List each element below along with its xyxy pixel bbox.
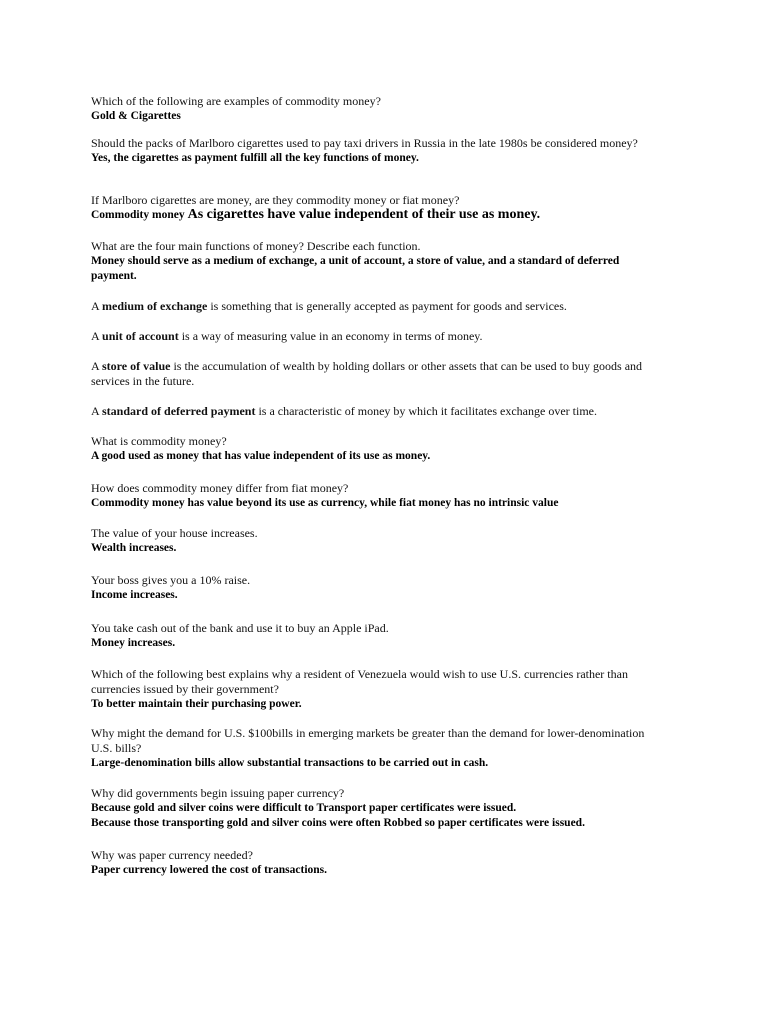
definition-store-of-value-line2: services in the future.: [91, 374, 195, 388]
question-100-bills-line1: Why might the demand for U.S. $100bills in emerging markets be greater than the demand for lower-denomination: [91, 726, 645, 740]
question-paper-currency-needed: Why was paper currency needed?: [91, 848, 253, 862]
question-venezuela-line1: Which of the following best explains why a resident of Venezuela would wish to use U.S. currencies rather than: [91, 667, 628, 681]
answer-100-bills: Large-denomination bills allow substantial transactions to be carried out in cash.: [91, 757, 489, 769]
definition-standard-of-deferred-payment: [91, 404, 597, 418]
question-raise: Your boss gives you a 10% raise.: [91, 573, 251, 587]
answer-house-value: Wealth increases.: [91, 542, 177, 554]
question-cash-ipad: You take cash out of the bank and use it to buy an Apple iPad.: [91, 621, 389, 635]
answer-paper-currency-needed: Paper currency lowered the cost of transactions.: [91, 864, 328, 876]
question-what-is-commodity-money: What is commodity money?: [91, 434, 227, 448]
definition-text: is a characteristic of money by which it facilitates exchange over time.: [255, 404, 597, 418]
answer-marlboro-money: Yes, the cigarettes as payment fulfill all the key functions of money.: [91, 152, 419, 164]
definition-prefix: A: [91, 359, 103, 373]
answer-raise: Income increases.: [91, 589, 178, 601]
answer-paper-currency-line2: Because those transporting gold and silver coins were often Robbed so paper certificates were issued.: [91, 817, 585, 829]
definition-text: is a way of measuring value in an economy in terms of money.: [178, 329, 483, 343]
question-commodity-vs-fiat: How does commodity money differ from fiat money?: [91, 481, 349, 495]
question-commodity-or-fiat: If Marlboro cigarettes are money, are they commodity money or fiat money?: [91, 193, 460, 207]
definition-term: store of value: [102, 359, 171, 373]
answer-term: Commodity money: [91, 209, 185, 221]
answer-paper-currency-line1: Because gold and silver coins were difficult to Transport paper certificates were issued.: [91, 802, 517, 814]
question-commodity-examples: Which of the following are examples of commodity money?: [91, 94, 381, 108]
definition-unit-of-account: [91, 329, 483, 343]
definition-term: standard of deferred payment: [102, 404, 256, 418]
definition-text: is the accumulation of wealth by holding dollars or other assets that can be used to buy goods and: [170, 359, 643, 373]
question-marlboro-money: Should the packs of Marlboro cigarettes used to pay taxi drivers in Russia in the late 1980s be considered money?: [91, 136, 638, 150]
answer-commodity-or-fiat: [91, 207, 540, 222]
answer-commodity-examples: Gold & Cigarettes: [91, 110, 181, 122]
definition-prefix: A: [91, 404, 103, 418]
answer-venezuela: To better maintain their purchasing power.: [91, 698, 302, 710]
definition-store-of-value: [91, 359, 642, 373]
question-four-functions: What are the four main functions of money? Describe each function.: [91, 239, 421, 253]
question-paper-currency-issuing: Why did governments begin issuing paper currency?: [91, 786, 345, 800]
question-venezuela-line2: currencies issued by their government?: [91, 682, 279, 696]
answer-four-functions-line1: Money should serve as a medium of exchange, a unit of account, a store of value, and a standard of deferred: [91, 255, 620, 267]
definition-prefix: A: [91, 299, 103, 313]
definition-term: medium of exchange: [102, 299, 208, 313]
answer-explanation: As cigarettes have value independent of their use as money.: [187, 207, 541, 222]
question-house-value: The value of your house increases.: [91, 526, 258, 540]
answer-what-is-commodity-money: A good used as money that has value independent of its use as money.: [91, 450, 431, 462]
definition-term: unit of account: [102, 329, 179, 343]
answer-four-functions-line2: payment.: [91, 270, 137, 282]
answer-commodity-vs-fiat: Commodity money has value beyond its use as currency, while fiat money has no intrinsic value: [91, 497, 559, 509]
question-100-bills-line2: U.S. bills?: [91, 741, 142, 755]
definition-text: is something that is generally accepted as payment for goods and services.: [207, 299, 567, 313]
definition-medium-of-exchange: [91, 299, 567, 313]
answer-cash-ipad: Money increases.: [91, 637, 176, 649]
definition-prefix: A: [91, 329, 103, 343]
